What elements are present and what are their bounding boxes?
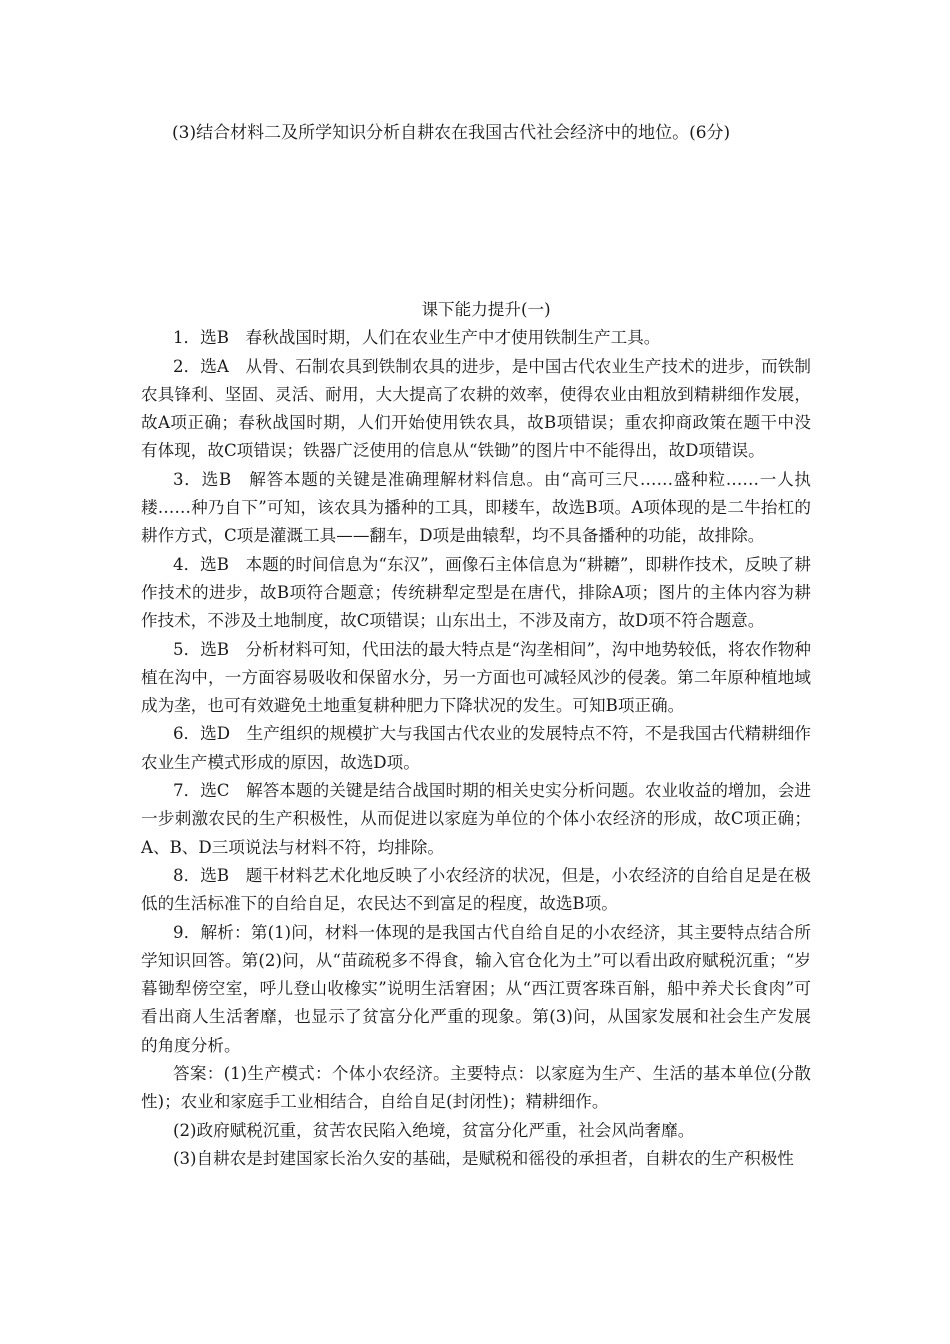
answer-section: [141, 296, 811, 1173]
answer-6: 6．选D 生产组织的规模扩大与我国古代农业的发展特点不符，不是我国古代精耕细作农业生产模式形成的原因，故选D项。: [141, 724, 811, 772]
answer-9-analysis: 9．解析：第(1)问，材料一体现的是我国古代自给自足的小农经济，其主要特点结合所学知识回答。第(2)问，从“苗疏税多不得食，输入官仓化为土”可以看出政府赋税沉重；“岁暮锄犁傍空室，呼儿登山收橡实”说明生活窘困；从“西江贾客珠百斛，船中养犬长食肉”可看出商人生活奢靡，也显示了贫富分化严重的现象。第(3)问，从国家发展和社会生产发展的角度分析。: [141, 922, 811, 1055]
answer-1: 1．选B 春秋战国时期，人们在农业生产中才使用铁制生产工具。: [173, 328, 661, 348]
answer-9-part-2: (2)政府赋税沉重，贫苦农民陷入绝境，贫富分化严重，社会风尚奢靡。: [173, 1120, 695, 1140]
answer-4: 4．选B 本题的时间信息为“东汉”，画像石主体信息为“耕耱”，即耕作技术，反映了耕作技术的进步，故B项符合题意；传统耕犁定型是在唐代，排除A项；图片的主体内容为耕作技术，不涉及土地制度，故C项错误；山东出土，不涉及南方，故D项不符合题意。: [141, 554, 811, 631]
answer-8: 8．选B 题干材料艺术化地反映了小农经济的状况，但是，小农经济的自给自足是在极低的生活标准下的自给自足，农民达不到富足的程度，故选B项。: [141, 865, 811, 914]
answer-5: 5．选B 分析材料可知，代田法的最大特点是“沟垄相间”，沟中地势较低，将农作物种植在沟中，一方面容易吸收和保留水分，另一方面也可减轻风沙的侵袭。第二年原种植地域成为垄，也可有效避免土地重复耕种肥力下降状况的发生。可知B项正确。: [141, 639, 811, 716]
section-title: 课下能力提升(一): [421, 300, 551, 319]
question-3-text: (3)结合材料二及所学知识分析自耕农在我国古代社会经济中的地位。(6分): [172, 123, 731, 143]
answer-3: 3．选B 解答本题的关键是准确理解材料信息。由“高可三尺……盛种粒……一人执耧……种乃自下”可知，该农具为播种的工具，即耧车，故选B项。A项体现的是二牛抬杠的耕作方式，C项是灌溉工具——翻车，D项是曲辕犁，均不具备播种的功能，故排除。: [141, 469, 811, 546]
answer-9-part-1: 答案：(1)生产模式：个体小农经济。主要特点：以家庭为生产、生活的基本单位(分散性)；农业和家庭手工业相结合，自给自足(封闭性)；精耕细作。: [141, 1064, 811, 1112]
answer-9-part-3: (3)自耕农是封建国家长治久安的基础，是赋税和徭役的承担者，自耕农的生产积极性: [173, 1148, 794, 1168]
answer-7: 7．选C 解答本题的关键是结合战国时期的相关史实分析问题。农业收益的增加，会进一步刺激农民的生产积极性，从而促进以家庭为单位的个体小农经济的形成，故C项正确；A、B、D三项说法与材料不符，均排除。: [141, 781, 811, 857]
answer-2: 2．选A 从骨、石制农具到铁制农具的进步，是中国古代农业生产技术的进步，而铁制农具锋利、坚固、灵活、耐用，大大提高了农耕的效率，使得农业由粗放到精耕细作发展，故A项正确；春秋战国时期，人们开始使用铁农具，故B项错误；重农抑商政策在题干中没有体现，故C项错误；铁器广泛使用的信息从“铁锄”的图片中不能得出，故D项错误。: [141, 356, 811, 461]
